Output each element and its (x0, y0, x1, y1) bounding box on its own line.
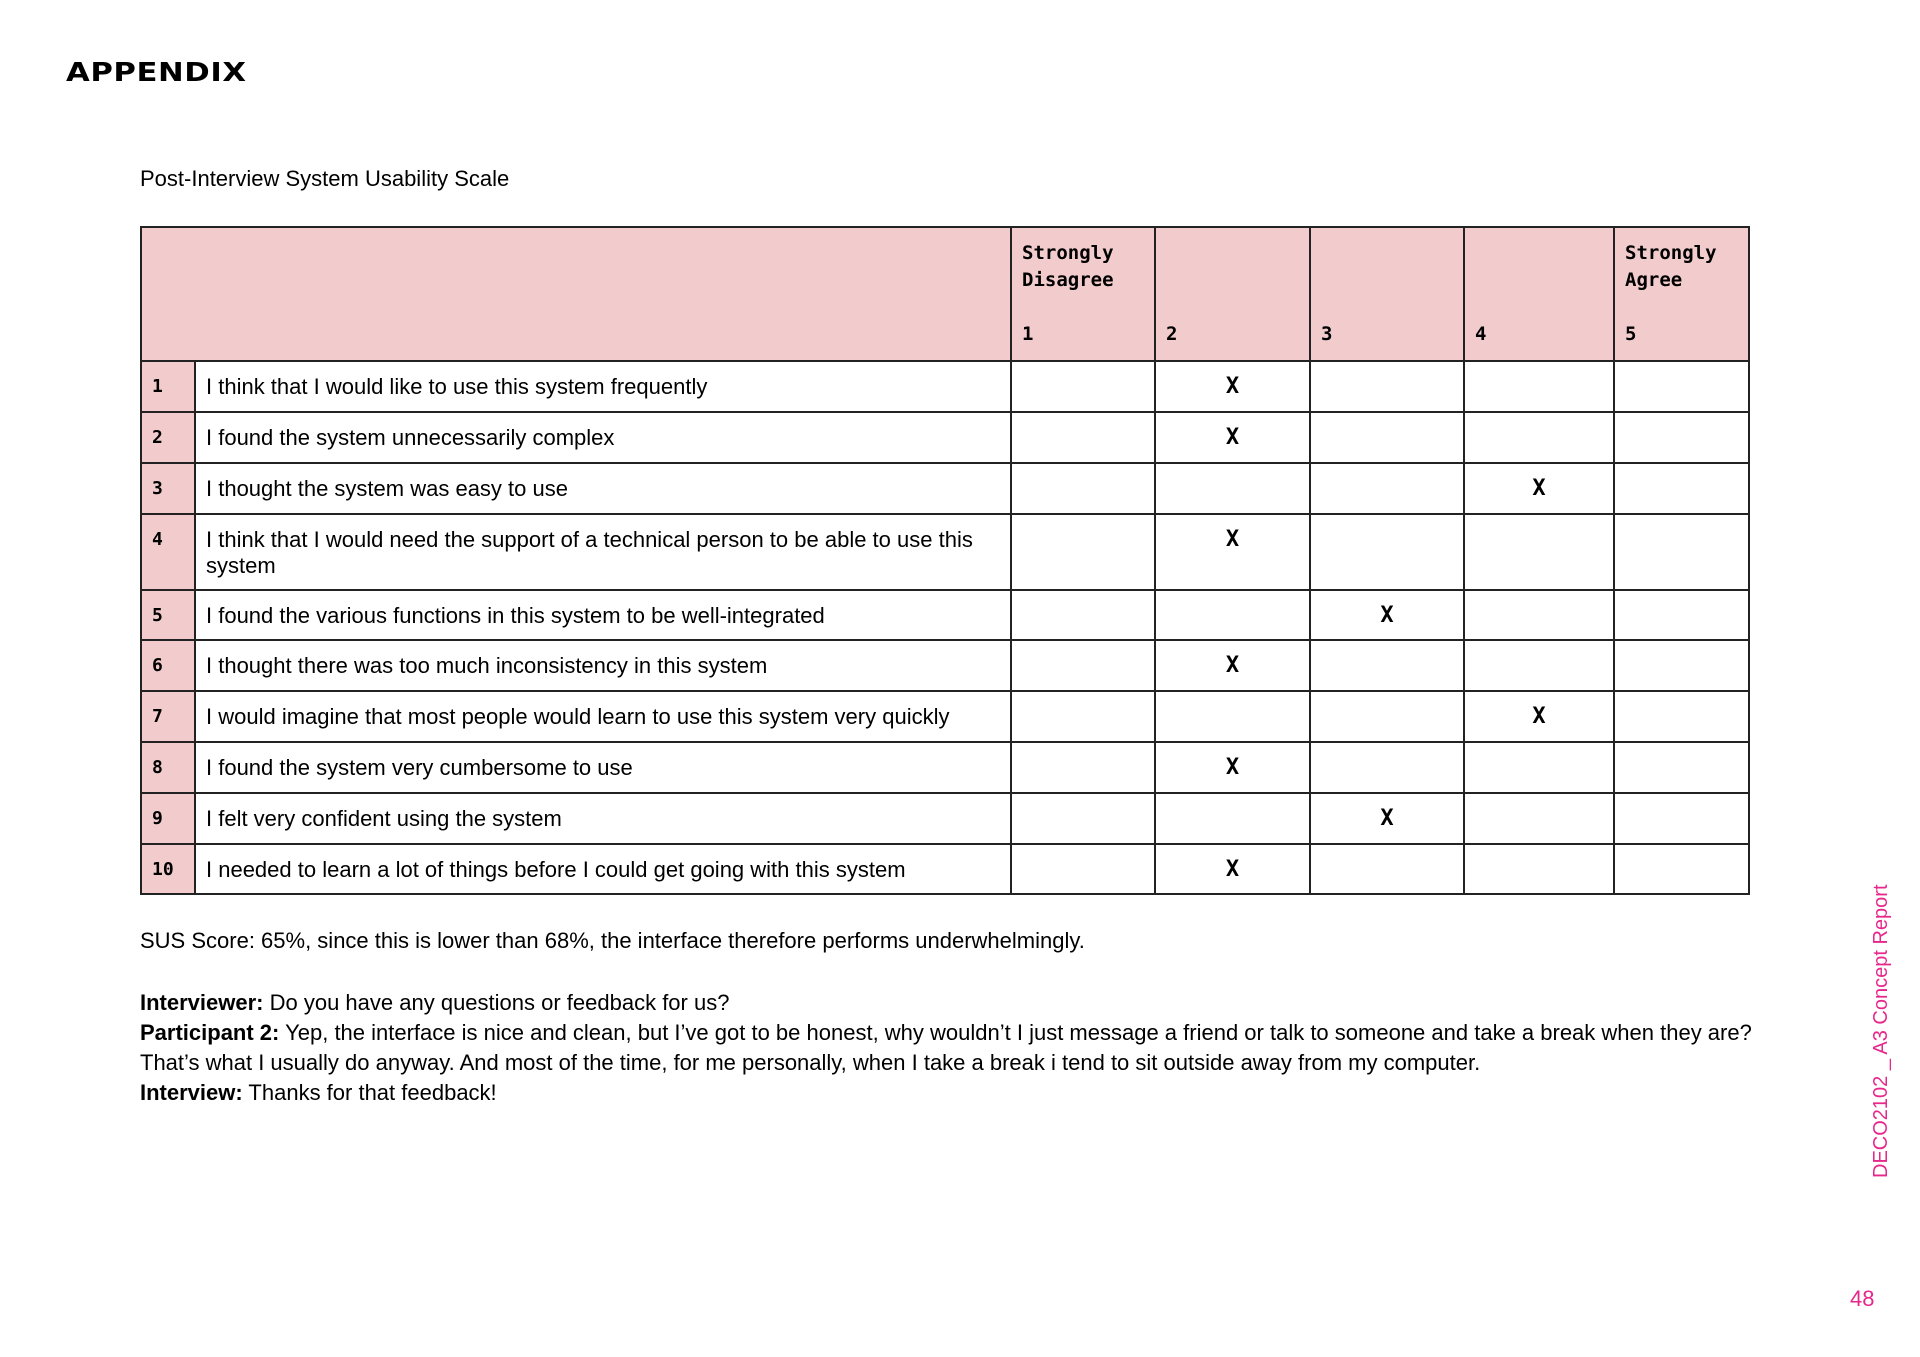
sus-score-text: SUS Score: 65%, since this is lower than 68%, the interface therefore performs underwhelmingly. (140, 928, 1085, 953)
row-number: 9 (141, 793, 195, 844)
speaker-label: Participant 2: (140, 1020, 280, 1045)
selected-mark: X (1225, 755, 1240, 780)
selected-mark: X (1225, 374, 1240, 399)
header-blank-cell (141, 227, 1011, 361)
rating-cell-4 (1464, 640, 1614, 691)
rating-cell-2 (1155, 412, 1310, 463)
statement-cell: I felt very confident using the system (195, 793, 1011, 844)
dialogue-line (140, 988, 1760, 1018)
rating-cell-5 (1614, 844, 1749, 894)
rating-cell-1 (1011, 640, 1155, 691)
table-row (141, 463, 1749, 514)
table-row (141, 844, 1749, 894)
selected-mark: X (1225, 425, 1240, 450)
row-number: 8 (141, 742, 195, 793)
rating-cell-3 (1310, 412, 1464, 463)
scale-header-4 (1464, 227, 1614, 361)
rating-cell-2 (1155, 590, 1310, 640)
rating-cell-2 (1155, 640, 1310, 691)
rating-cell-3 (1310, 361, 1464, 412)
row-number: 7 (141, 691, 195, 742)
selected-mark: X (1225, 653, 1240, 678)
table-row (141, 691, 1749, 742)
table-row (141, 412, 1749, 463)
rating-cell-4 (1464, 691, 1614, 742)
rating-cell-1 (1011, 412, 1155, 463)
rating-cell-1 (1011, 361, 1155, 412)
statement-cell: I thought the system was easy to use (195, 463, 1011, 514)
rating-cell-3 (1310, 793, 1464, 844)
rating-cell-4 (1464, 844, 1614, 894)
selected-mark: X (1225, 527, 1240, 552)
rating-cell-5 (1614, 793, 1749, 844)
rating-cell-3 (1310, 463, 1464, 514)
statement-cell: I needed to learn a lot of things before I could get going with this system (195, 844, 1011, 894)
rating-cell-1 (1011, 463, 1155, 514)
rating-cell-3 (1310, 844, 1464, 894)
rating-cell-2 (1155, 463, 1310, 514)
rating-cell-5 (1614, 361, 1749, 412)
scale-header-number: 2 (1166, 323, 1178, 345)
table-row (141, 640, 1749, 691)
rating-cell-1 (1011, 590, 1155, 640)
table-row (141, 742, 1749, 793)
dialogue-text: Yep, the interface is nice and clean, but I’ve got to be honest, why wouldn’t I just message a friend or talk to someone and take a break when they are? That’s what I usually do anyway. And most of the time, for me personally, when I take a break i tend to sit outside away from my computer. (140, 1020, 1752, 1075)
statement-cell: I found the system unnecessarily complex (195, 412, 1011, 463)
rating-cell-4 (1464, 463, 1614, 514)
rating-cell-3 (1310, 640, 1464, 691)
table-row (141, 361, 1749, 412)
statement-cell: I thought there was too much inconsistency in this system (195, 640, 1011, 691)
scale-header-number: 1 (1022, 323, 1034, 345)
speaker-label: Interviewer: (140, 990, 264, 1015)
row-number: 4 (141, 514, 195, 590)
rating-cell-2 (1155, 361, 1310, 412)
table-body (141, 361, 1749, 894)
rating-cell-3 (1310, 691, 1464, 742)
statement-cell: I would imagine that most people would learn to use this system very quickly (195, 691, 1011, 742)
rating-cell-5 (1614, 742, 1749, 793)
statement-cell: I think that I would like to use this system frequently (195, 361, 1011, 412)
selected-mark: X (1532, 476, 1546, 501)
rating-cell-5 (1614, 590, 1749, 640)
scale-header-label: Strongly Disagree (1022, 242, 1114, 291)
rating-cell-1 (1011, 691, 1155, 742)
table-row (141, 590, 1749, 640)
rating-cell-4 (1464, 590, 1614, 640)
rating-cell-2 (1155, 691, 1310, 742)
selected-mark: X (1380, 603, 1394, 628)
scale-header-label: Strongly Agree (1625, 242, 1717, 291)
rating-cell-4 (1464, 361, 1614, 412)
rating-cell-5 (1614, 514, 1749, 590)
table-row (141, 514, 1749, 590)
appendix-heading: APPENDIX (66, 58, 247, 88)
row-number: 10 (141, 844, 195, 894)
table-row (141, 793, 1749, 844)
scale-header-number: 4 (1475, 323, 1487, 345)
statement-cell: I found the system very cumbersome to use (195, 742, 1011, 793)
scale-header-3 (1310, 227, 1464, 361)
scale-header-number: 5 (1625, 323, 1637, 345)
report-side-label: DECO2102 _ A3 Concept Report (1870, 884, 1892, 1178)
speaker-label: Interview: (140, 1080, 243, 1105)
rating-cell-2 (1155, 742, 1310, 793)
scale-header-number: 3 (1321, 323, 1333, 345)
rating-cell-1 (1011, 844, 1155, 894)
selected-mark: X (1532, 704, 1546, 729)
scale-header-1 (1011, 227, 1155, 361)
rating-cell-2 (1155, 844, 1310, 894)
row-number: 5 (141, 590, 195, 640)
sus-table (140, 226, 1750, 895)
rating-cell-5 (1614, 640, 1749, 691)
row-number: 3 (141, 463, 195, 514)
rating-cell-5 (1614, 691, 1749, 742)
interview-dialogue (140, 988, 1760, 1108)
scale-header-5 (1614, 227, 1749, 361)
scale-header-2 (1155, 227, 1310, 361)
rating-cell-3 (1310, 742, 1464, 793)
statement-cell: I found the various functions in this system to be well-integrated (195, 590, 1011, 640)
rating-cell-5 (1614, 412, 1749, 463)
table-title: Post-Interview System Usability Scale (140, 166, 510, 191)
rating-cell-2 (1155, 514, 1310, 590)
rating-cell-4 (1464, 514, 1614, 590)
rating-cell-2 (1155, 793, 1310, 844)
dialogue-line (140, 1078, 1760, 1108)
table-header-row (141, 227, 1749, 361)
rating-cell-5 (1614, 463, 1749, 514)
dialogue-text: Thanks for that feedback! (242, 1080, 497, 1105)
rating-cell-4 (1464, 742, 1614, 793)
row-number: 2 (141, 412, 195, 463)
selected-mark: X (1225, 857, 1240, 882)
page-number: 48 (1850, 1286, 1875, 1311)
row-number: 6 (141, 640, 195, 691)
rating-cell-1 (1011, 742, 1155, 793)
rating-cell-4 (1464, 793, 1614, 844)
rating-cell-3 (1310, 590, 1464, 640)
rating-cell-1 (1011, 514, 1155, 590)
rating-cell-1 (1011, 793, 1155, 844)
row-number: 1 (141, 361, 195, 412)
dialogue-text: Do you have any questions or feedback for us? (263, 990, 730, 1015)
selected-mark: X (1380, 806, 1394, 831)
rating-cell-4 (1464, 412, 1614, 463)
rating-cell-3 (1310, 514, 1464, 590)
dialogue-line (140, 1018, 1760, 1078)
statement-cell: I think that I would need the support of a technical person to be able to use this system (195, 514, 1011, 590)
